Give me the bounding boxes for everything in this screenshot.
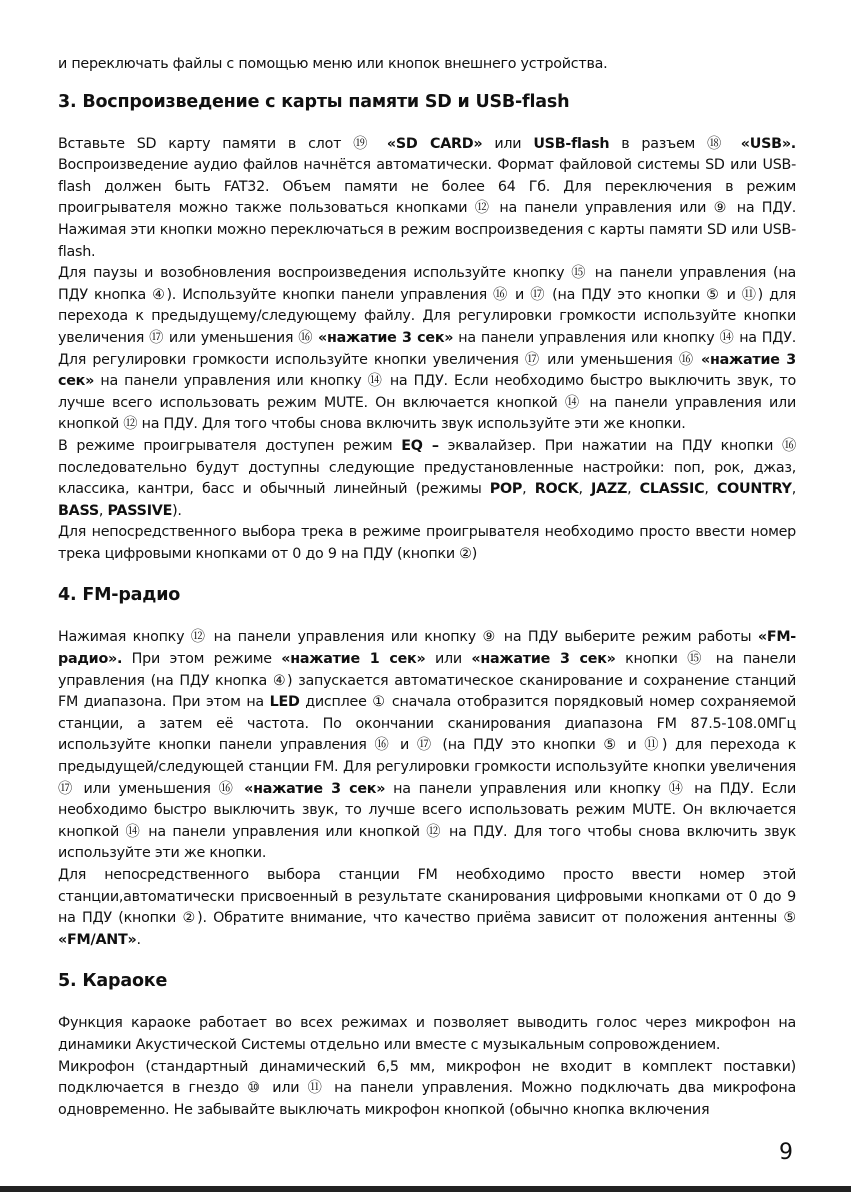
bold-text-run: CLASSIC — [639, 481, 705, 498]
section-3-heading: 3. Воспроизведение с карты памяти SD и USB-flash — [58, 91, 570, 112]
section-3-paragraph-3 — [58, 436, 796, 522]
bold-text-run: «нажатие 1 сек» — [281, 651, 426, 668]
text-run: Вставьте SD карту памяти в слот ⑲ — [58, 135, 387, 152]
text-run: на панели управления или кнопку ⑭ на ПДУ. Если необходимо быстро выключить звук, то лучше всего использовать режим MUTE. Он включается кнопкой ⑭ на панели управления или кнопкой ⑫ на ПДУ. Для того чтобы снова включить звук используйте эти же кнопки. — [58, 373, 796, 433]
text-run: Для непосредственного выбора трека в режиме проигрывателя необходимо просто ввести номер трека цифровыми кнопками от 0 до 9 на ПДУ (кнопки ②) — [58, 524, 796, 562]
text-run: дисплее ① сначала отобразится порядковый номер сохраняемой станции, а затем её частота. По окончании сканирования диапазона FM 87.5-108.0МГц используйте кнопки панели управления ⑯ и ⑰ (на ПДУ это кнопки ⑤ и ⑪) для перехода к предыдущей/следующей станции FM. Для регулировки громкости используйте кнопки увеличения ⑰ или уменьшения ⑯ — [58, 694, 797, 797]
bold-text-run: ROCK — [534, 481, 579, 498]
text-run: , — [627, 481, 640, 498]
text-run: В режиме проигрывателя доступен режим — [58, 437, 402, 454]
bold-text-run: LED — [269, 694, 300, 711]
text-run: на панели управления или кнопку ⑭ на ПДУ. Для регулировки громкости используйте кнопки увеличения ⑰ или уменьшения ⑯ — [58, 329, 796, 368]
section-5-paragraph-2 — [58, 1057, 796, 1122]
text-run: , — [98, 502, 108, 519]
text-run: Нажимая кнопку ⑫ на панели управления или кнопку ⑨ на ПДУ выберите режим работы — [58, 629, 758, 646]
bold-text-run: «нажатие 3 сек» — [317, 329, 454, 346]
bold-text-run: PASSIVE — [107, 502, 173, 519]
text-run: или — [482, 135, 534, 152]
text-run: или — [425, 651, 472, 668]
text-run: ). — [172, 502, 182, 519]
bold-text-run: «FM/ANT» — [58, 931, 137, 948]
bold-text-run: «SD CARD» — [386, 135, 483, 152]
text-run: , — [522, 481, 535, 498]
text-run: , — [578, 481, 591, 498]
continuation-line: и переключать файлы с помощью меню или кнопок внешнего устройства. — [58, 56, 608, 72]
text-run: в разъем ⑱ — [609, 135, 741, 152]
bold-text-run: COUNTRY — [716, 481, 792, 498]
section-4-paragraph-2 — [58, 865, 796, 951]
bold-text-run: «нажатие 3 сек» — [471, 651, 616, 668]
bold-text-run: «нажатие 3 сек» — [58, 351, 796, 390]
text-run: Микрофон (стандартный динамический 6,5 мм, микрофон не входит в комплект поставки) подключается в гнездо ⑩ или ⑪ на панели управления. Можно подключать два микрофона одновременно. Не забывайте выключать микрофон кнопкой (обычно кнопка включения — [58, 1058, 796, 1118]
bottom-rule — [0, 1186, 851, 1192]
text-run: на панели управления или кнопку ⑭ на ПДУ. Если необходимо быстро выключить звук, то лучше всего использовать режим MUTE. Он включается кнопкой ⑭ на панели управления или кнопкой ⑫ на ПДУ. Для того чтобы снова включить звук используйте эти же кнопки. — [58, 780, 796, 862]
section-4-heading: 4. FM-радио — [58, 585, 181, 606]
bold-text-run: BASS — [58, 502, 99, 519]
bold-text-run: EQ – — [401, 437, 439, 454]
text-run: . — [136, 931, 141, 948]
section-3-paragraph-2 — [58, 263, 796, 436]
text-run: Функция караоке работает во всех режимах и позволяет выводить голос через микрофон на динамики Акустической Системы отдельно или вместе с музыкальным сопровождением. — [58, 1015, 796, 1053]
text-run: эквалайзер. При нажатии на ПДУ кнопки ⑯ последовательно будут доступны следующие предустановленные настройки: поп, рок, джаз, классика, кантри, басс и обычный линейный (режимы — [58, 437, 796, 498]
section-4-paragraph-1 — [58, 627, 796, 865]
text-run: Для паузы и возобновления воспроизведения используйте кнопку ⑮ на панели управления (на ПДУ кнопка ④). Используйте кнопки панели управления ⑯ и ⑰ (на ПДУ это кнопки ⑤ и ⑪) для перехода к предыдущему/следующему файлу. Для регулировки громкости используйте кнопки увеличения ⑰ или уменьшения ⑯ — [58, 265, 796, 346]
text-run: Воспроизведение аудио файлов начнётся автоматически. Формат файловой системы SD или USB-flash должен быть FAT32. Объем памяти не более 64 Гб. Для переключения в режим проигрывателя можно также пользоваться кнопками ⑫ на панели управления или ⑨ на ПДУ. Нажимая эти кнопки можно переключаться в режим воспроизведения с карты памяти SD или USB-flash. — [58, 157, 796, 260]
bold-text-run: POP — [489, 481, 523, 498]
text-run: Для непосредственного выбора станции FM необходимо просто ввести номер этой станции,автоматически присвоенный в результате сканирования цифровыми кнопками от 0 до 9 на ПДУ (кнопки ②). Обратите внимание, что качество приёма зависит от положения антенны ⑤ — [58, 867, 796, 927]
section-5-paragraph-1 — [58, 1013, 796, 1056]
page-number: 9 — [779, 1140, 793, 1165]
bold-text-run: «нажатие 3 сек» — [244, 780, 386, 797]
bold-text-run: «USB». — [740, 135, 796, 152]
page-content — [58, 54, 796, 1121]
section-5-heading: 5. Караоке — [58, 971, 168, 992]
section-3-paragraph-1 — [58, 134, 796, 264]
bold-text-run: JAZZ — [590, 481, 628, 498]
text-run: , — [791, 481, 796, 498]
section-3-paragraph-4 — [58, 522, 796, 565]
bold-text-run: «FM-радио». — [58, 629, 796, 668]
text-run: , — [704, 481, 717, 498]
text-run: кнопки ⑮ на панели управления (на ПДУ кнопка ④) запускается автоматическое сканирование и сохранение станций FM диапазона. При этом на — [58, 651, 797, 711]
bold-text-run: USB-flash — [533, 135, 610, 152]
text-run: При этом режиме — [122, 651, 282, 668]
